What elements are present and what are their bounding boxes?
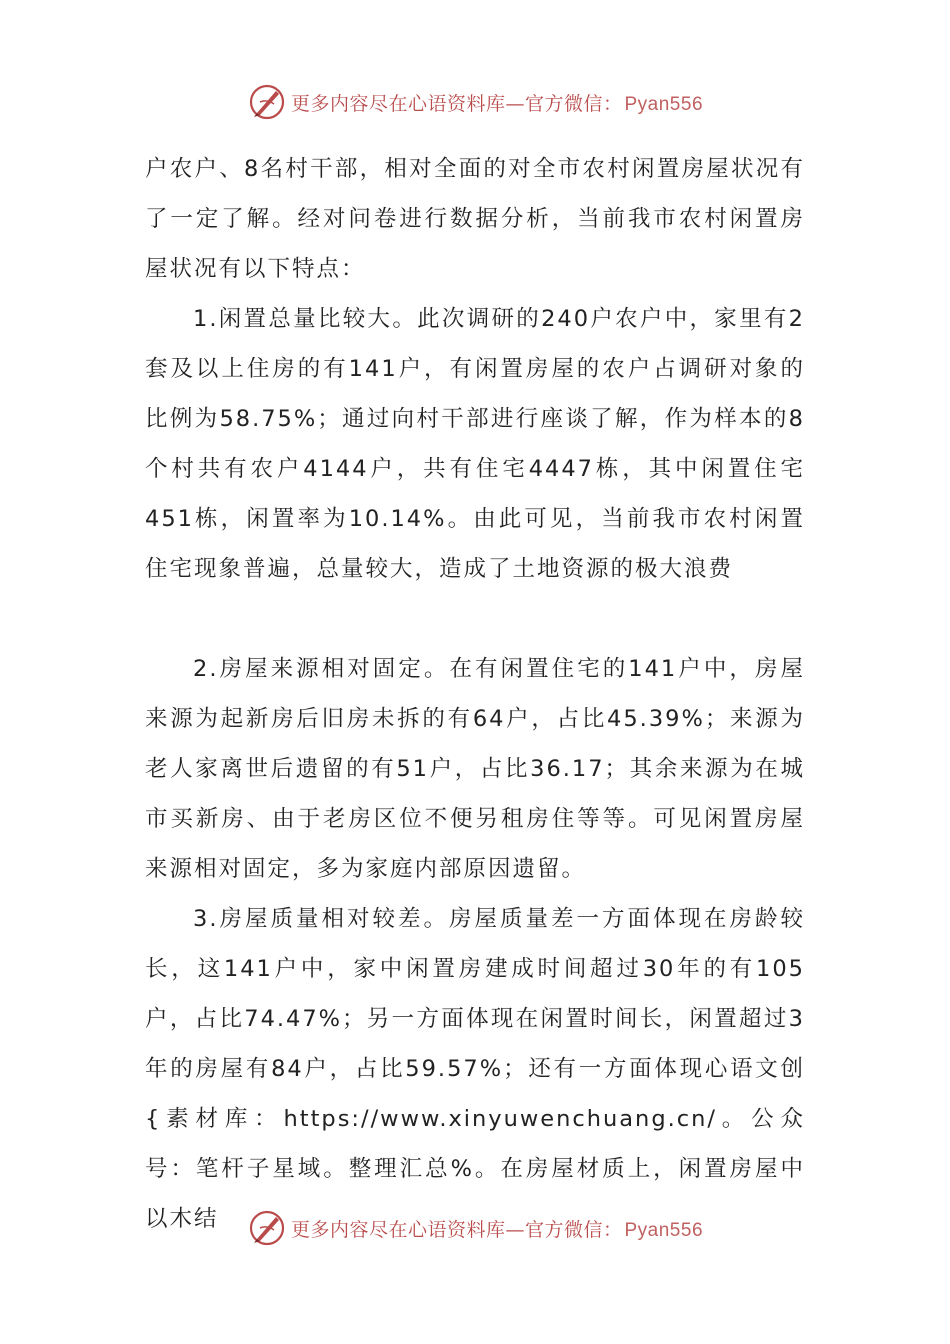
header-banner — [0, 80, 950, 124]
footer-banner — [0, 1206, 950, 1250]
pen-logo-icon — [247, 1208, 287, 1248]
paragraph-intro: 户农户、8名村干部，相对全面的对全市农村闲置房屋状况有了一定了解。经对问卷进行数据分析，当前我市农村闲置房屋状况有以下特点： — [145, 156, 805, 282]
pen-logo-icon — [247, 82, 287, 122]
paragraph-gap — [145, 594, 805, 644]
document-body — [145, 144, 805, 1244]
banner-text: 更多内容尽在心语资料库—官方微信： Pyan556 — [290, 1218, 704, 1241]
paragraph-point-2: 2.房屋来源相对固定。在有闲置住宅的141户中，房屋来源为起新房后旧房未拆的有64户，占比45.39%；来源为老人家离世后遗留的有51户，占比36.17；其余来源为在城市买新房、由于老房区位不便另租房住等等。可见闲置房屋来源相对固定，多为家庭内部原因遗留。 — [145, 656, 805, 882]
paragraph-point-3: 3.房屋质量相对较差。房屋质量差一方面体现在房龄较长，这141户中，家中闲置房建成时间超过30年的有105户，占比74.47%；另一方面体现在闲置时间长，闲置超过3年的房屋有84户，占比59.57%；还有一方面体现心语文创{素材库：https://www.xinyuwenchuang.cn/。公众号：笔杆子星域。整理汇总%。在房屋材质上，闲置房屋中以木结 — [145, 906, 805, 1232]
paragraph-point-1: 1.闲置总量比较大。此次调研的240户农户中，家里有2套及以上住房的有141户，有闲置房屋的农户占调研对象的比例为58.75%；通过向村干部进行座谈了解，作为样本的8个村共有农户4144户，共有住宅4447栋，其中闲置住宅451栋，闲置率为10.14%。由此可见，当前我市农村闲置住宅现象普遍，总量较大，造成了土地资源的极大浪费 — [145, 306, 805, 582]
banner-text: 更多内容尽在心语资料库—官方微信： Pyan556 — [290, 92, 704, 115]
wechat-id: Pyan556 — [624, 1219, 704, 1241]
wechat-id: Pyan556 — [624, 93, 704, 115]
